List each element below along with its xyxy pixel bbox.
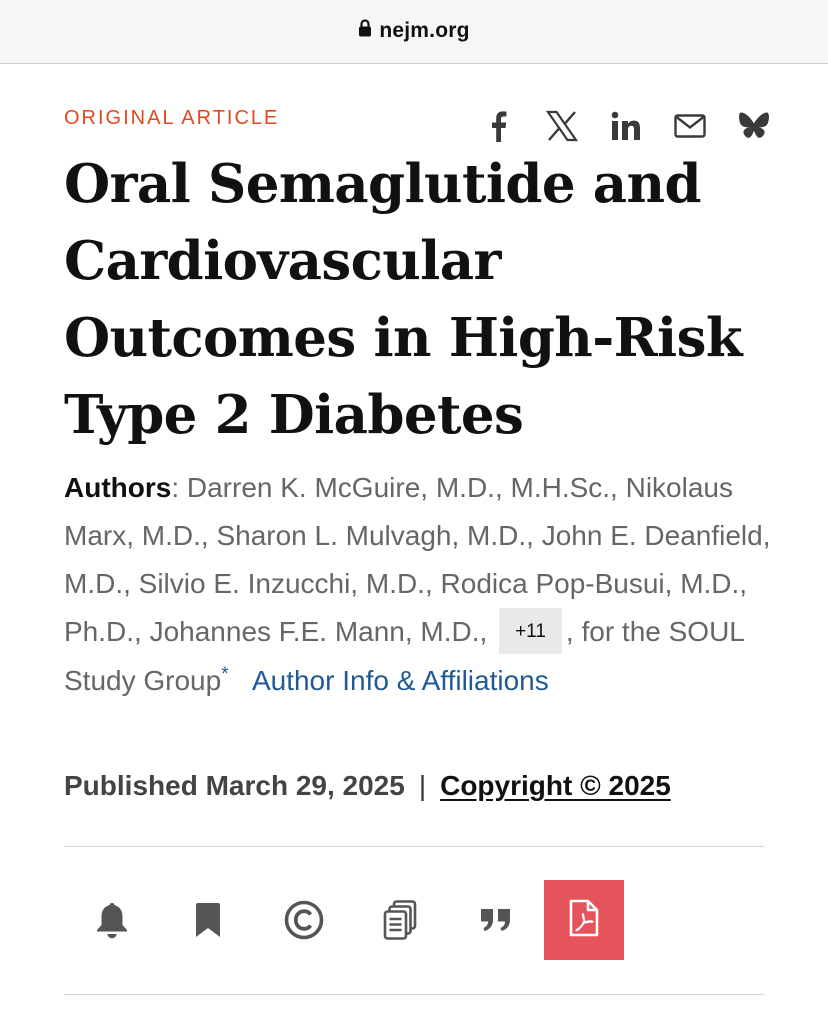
published-date: Published March 29, 2025 xyxy=(64,770,405,801)
lock-icon xyxy=(358,19,372,42)
copyright-link[interactable]: Copyright © 2025 xyxy=(440,770,671,801)
pdf-icon xyxy=(569,899,599,942)
article-toolbar xyxy=(64,880,624,960)
author-info-affiliations-link[interactable]: Author Info & Affiliations xyxy=(251,664,549,696)
divider-top xyxy=(64,846,764,847)
authors-list: : Darren K. McGuire, M.D., M.H.Sc., Nikolaus Marx, M.D., Sharon L. Mulvagh, M.D., John E. Deanfield, M.D., Silvio E. Inzucchi, M.D., Rodica Pop-Busui, M.D., Ph.D., Johannes F.E. Mann, M.D., xyxy=(64,472,771,647)
bell-icon[interactable] xyxy=(64,880,160,960)
pdf-download-button[interactable] xyxy=(544,880,624,960)
separator: | xyxy=(418,770,427,801)
x-icon[interactable] xyxy=(530,106,594,146)
more-authors-button[interactable]: +11 xyxy=(499,608,562,654)
authors-label: Authors xyxy=(64,472,172,503)
linkedin-icon[interactable] xyxy=(594,106,658,146)
share-bar xyxy=(466,106,786,146)
browser-address-bar[interactable] xyxy=(0,0,828,64)
bluesky-icon[interactable] xyxy=(722,106,786,146)
divider-bottom xyxy=(64,994,764,995)
study-group-text: , for the SOUL Study Group xyxy=(64,616,744,696)
copy-icon[interactable] xyxy=(352,880,448,960)
bookmark-icon[interactable] xyxy=(160,880,256,960)
quote-icon[interactable] xyxy=(448,880,544,960)
email-icon[interactable] xyxy=(658,106,722,146)
authors-block xyxy=(64,464,784,705)
publication-info xyxy=(64,770,671,802)
footnote-marker[interactable]: * xyxy=(221,663,229,685)
copyright-icon[interactable] xyxy=(256,880,352,960)
article-title: Oral Semaglutide and Cardiovascular Outcomes in High-Risk Type 2 Diabetes xyxy=(64,153,742,446)
url-text: nejm.org xyxy=(379,18,470,42)
facebook-icon[interactable] xyxy=(466,106,530,146)
article-kicker[interactable]: ORIGINAL ARTICLE xyxy=(64,107,280,129)
